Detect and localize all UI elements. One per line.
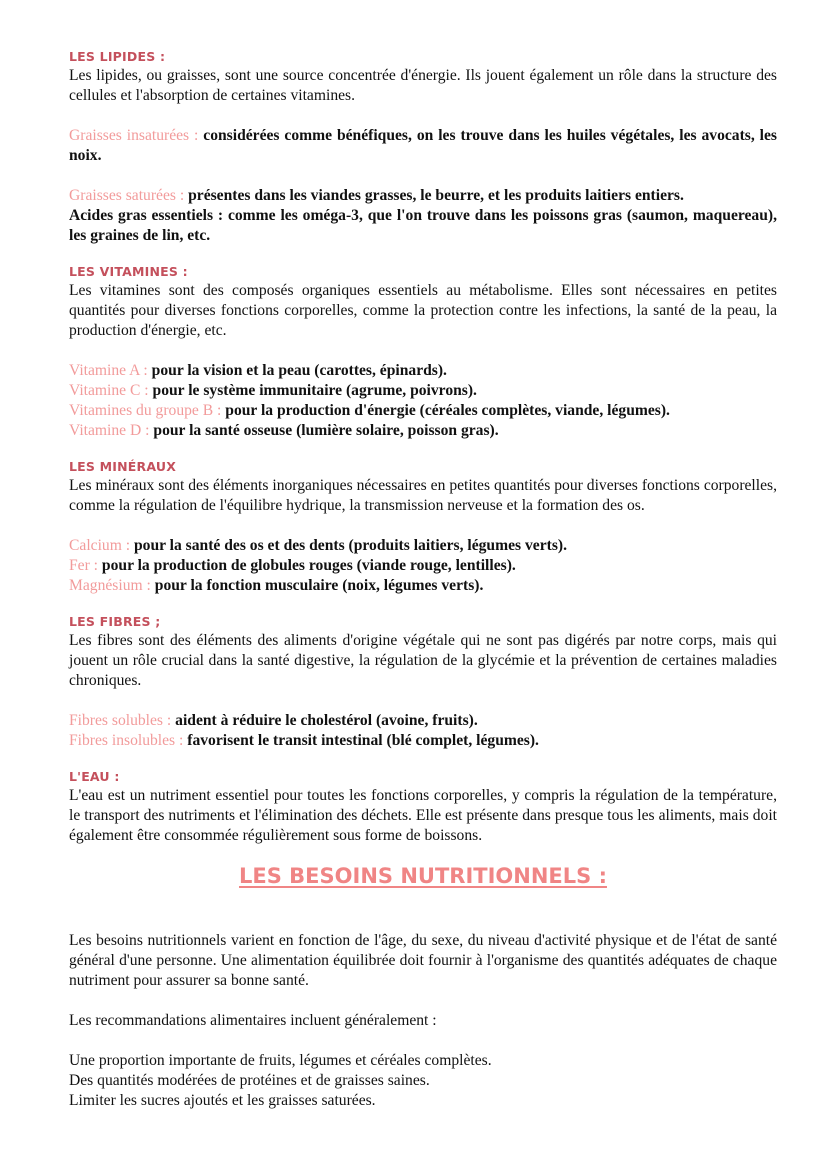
list-item xyxy=(69,536,777,556)
recommendation-item: Limiter les sucres ajoutés et les graisses saturées. xyxy=(69,1092,376,1109)
section-paragraph: Les lipides, ou graisses, sont une source concentrée d'énergie. Ils jouent également un rôle dans la structure des cellules et l'absorption de certaines vitamines. xyxy=(69,67,777,104)
besoins-section xyxy=(69,863,777,1111)
item-label: Fibres insolubles : xyxy=(69,732,188,749)
item-text: Acides gras essentiels : comme les oméga-3, que l'on trouve dans les poissons gras (saumon, maquereau), les graines de lin, etc. xyxy=(69,207,777,244)
besoins-reco: Les recommandations alimentaires incluent généralement : xyxy=(69,1012,437,1029)
document-page xyxy=(69,48,777,1111)
item-text: pour la santé osseuse (lumière solaire, poisson gras). xyxy=(153,422,499,439)
section-paragraph: L'eau est un nutriment essentiel pour toutes les fonctions corporelles, y compris la régulation de la température, le transport des nutriments et l'élimination des déchets. Elle est présente dans presque tous les aliments, mais doit également être consommée régulièrement sous forme de boissons. xyxy=(69,787,777,844)
list-item xyxy=(69,576,777,596)
item-label: Fer : xyxy=(69,557,102,574)
list-item xyxy=(69,361,777,381)
item-text: pour la vision et la peau (carottes, épinards). xyxy=(151,362,447,379)
section-4 xyxy=(69,768,777,846)
section-heading: LES LIPIDES : xyxy=(69,49,166,64)
section-heading: LES FIBRES ; xyxy=(69,614,161,629)
item-text: pour le système immunitaire (agrume, poivrons). xyxy=(152,382,477,399)
list-item xyxy=(69,556,777,576)
section-3 xyxy=(69,613,777,751)
recommendation-item: Une proportion importante de fruits, légumes et céréales complètes. xyxy=(69,1052,492,1069)
section-heading: LES VITAMINES : xyxy=(69,264,188,279)
section-2 xyxy=(69,458,777,596)
item-label: Vitamine C : xyxy=(69,382,153,399)
section-0 xyxy=(69,48,777,246)
item-label: Graisses insaturées : xyxy=(69,127,204,144)
item-label: Calcium : xyxy=(69,537,134,554)
item-list xyxy=(69,536,777,596)
list-item xyxy=(69,381,777,401)
item-label: Graisses saturées : xyxy=(69,187,189,204)
item-label: Vitamines du groupe B : xyxy=(69,402,226,419)
besoins-intro: Les besoins nutritionnels varient en fonction de l'âge, du sexe, du niveau d'activité physique et de l'état de santé général d'une personne. Une alimentation équilibrée doit fournir à l'organisme des quantités adéquates de chaque nutriment pour assurer sa bonne santé. xyxy=(69,932,777,989)
list-item xyxy=(69,401,777,421)
section-paragraph: Les fibres sont des éléments des aliments d'origine végétale qui ne sont pas digérés par notre corps, mais qui jouent un rôle crucial dans la santé digestive, la régulation de la glycémie et la prévention de certaines maladies chroniques. xyxy=(69,632,777,689)
item-label: Magnésium : xyxy=(69,577,155,594)
item-text: présentes dans les viandes grasses, le beurre, et les produits laitiers entiers. xyxy=(188,187,684,204)
list-item xyxy=(69,731,777,751)
section-heading: LES MINÉRAUX xyxy=(69,459,177,474)
recommendation-item: Des quantités modérées de protéines et de graisses saines. xyxy=(69,1072,430,1089)
section-heading: L'EAU : xyxy=(69,769,120,784)
list-item xyxy=(69,206,777,246)
page-title: LES BESOINS NUTRITIONNELS : xyxy=(239,864,607,888)
list-item xyxy=(69,711,777,731)
list-item xyxy=(69,421,777,441)
item-text: pour la production de globules rouges (viande rouge, lentilles). xyxy=(101,557,516,574)
section-paragraph: Les minéraux sont des éléments inorganiques nécessaires en petites quantités pour diverses fonctions corporelles, comme la régulation de l'équilibre hydrique, la transmission nerveuse et la formation des os. xyxy=(69,477,777,514)
section-1 xyxy=(69,263,777,441)
list-item xyxy=(69,126,777,166)
item-text: pour la santé des os et des dents (produits laitiers, légumes verts). xyxy=(133,537,567,554)
section-paragraph: Les vitamines sont des composés organiques essentiels au métabolisme. Elles sont nécessaires en petites quantités pour diverses fonctions corporelles, comme la protection contre les infections, la santé de la peau, la production d'énergie, etc. xyxy=(69,282,777,339)
item-text: pour la production d'énergie (céréales complètes, viande, légumes). xyxy=(225,402,670,419)
item-label: Vitamine A : xyxy=(69,362,152,379)
item-label: Fibres solubles : xyxy=(69,712,176,729)
item-text: aident à réduire le cholestérol (avoine, fruits). xyxy=(175,712,478,729)
list-item xyxy=(69,186,777,206)
item-list xyxy=(69,126,777,246)
item-text: pour la fonction musculaire (noix, légumes verts). xyxy=(154,577,484,594)
item-text: considérées comme bénéfiques, on les trouve dans les huiles végétales, les avocats, les noix. xyxy=(69,127,777,164)
item-list xyxy=(69,361,777,441)
item-list xyxy=(69,711,777,751)
item-text: favorisent le transit intestinal (blé complet, légumes). xyxy=(187,732,539,749)
item-label: Vitamine D : xyxy=(69,422,154,439)
